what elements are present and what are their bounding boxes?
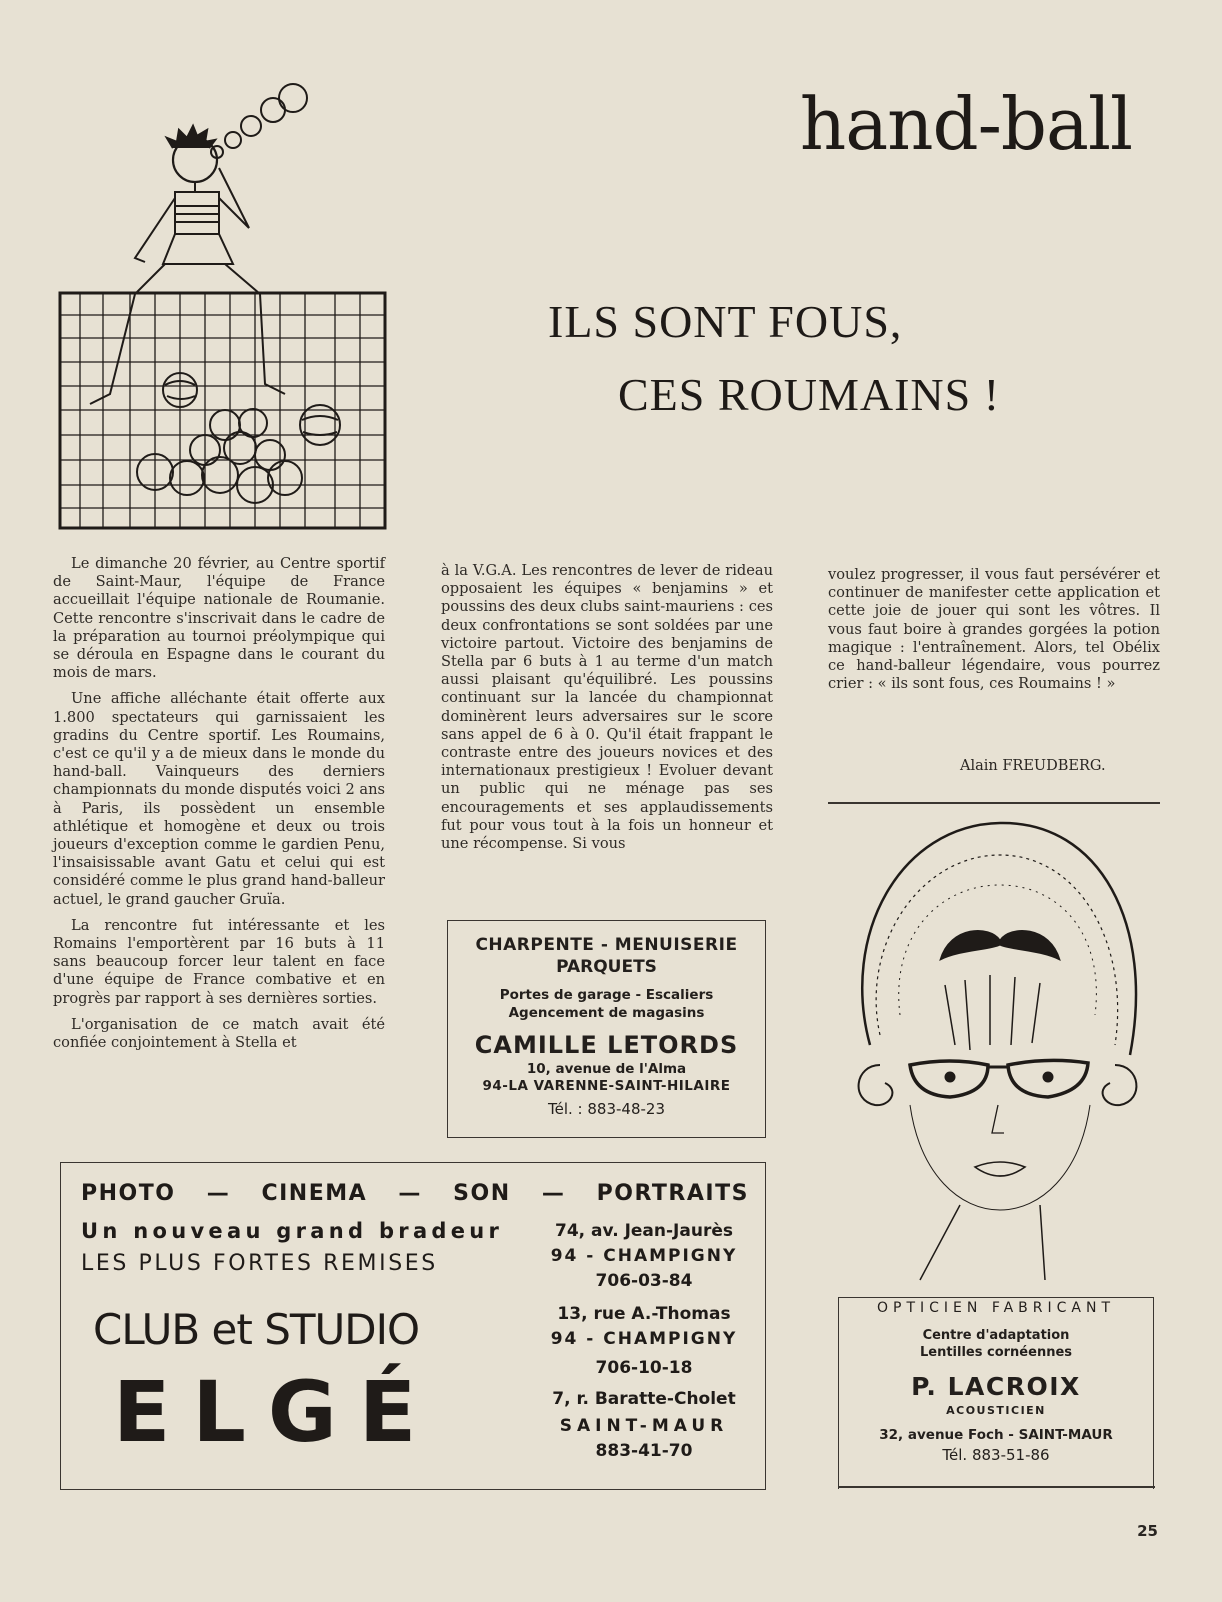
ad-elge-shop-phone: 883-41-70 [595,1441,693,1461]
ad-letords [447,920,766,1138]
ad-lacroix [838,1297,1154,1489]
ad-letords-name: CAMILLE LETORDS [474,1031,739,1059]
ad-letords-line1: CHARPENTE - MENUISERIE [475,935,738,955]
article-column-3 [828,566,1160,701]
article-byline: Alain FREUDBERG. [960,758,1106,774]
ad-elge-shop-city: 94 - CHAMPIGNY [550,1246,738,1266]
headline-line-2: CES ROUMAINS ! [618,369,1001,420]
ad-letords-address-2: 94-LA VARENNE-SAINT-HILAIRE [482,1078,731,1094]
ad-lacroix-address: 32, avenue Foch - SAINT-MAUR [879,1427,1113,1443]
ad-elge-service-photo: PHOTO [81,1181,176,1206]
ad-elge-services [81,1181,749,1206]
ad-elge-shop-city: 94 - CHAMPIGNY [550,1329,738,1349]
ad-elge-service-portraits: PORTRAITS [596,1181,749,1206]
woman-with-glasses-illustration [840,815,1150,1290]
handball-goal-illustration [55,80,395,535]
ad-elge-shop-street: 74, av. Jean-Jaurès [555,1221,733,1241]
ad-lacroix-subtitle: ACOUSTICIEN [946,1404,1046,1417]
ad-lacroix-phone: Tél. 883-51-86 [942,1446,1050,1464]
ad-elge-shops [539,1219,749,1464]
ad-elge-shop-city: SAINT-MAUR [559,1416,729,1436]
ad-elge-dash: — [541,1181,566,1206]
ad-letords-line2: PARQUETS [556,957,657,977]
section-title: hand-ball [799,82,1132,166]
ad-letords-address-1: 10, avenue de l'Alma [526,1061,687,1077]
ad-lacroix-bottom-rule [838,1486,1155,1488]
ad-lacroix-line2: Lentilles cornéennes [919,1345,1073,1360]
ad-elge-dash: — [398,1181,422,1206]
ad-elge-service-cinema: CINEMA [261,1181,368,1206]
column-divider [828,802,1160,804]
article-paragraph: Une affiche alléchante était offerte aux 1.800 spectateurs qui garnissaient les gradins du Centre sportif. Les Roumains, c'est ce qu'il y a de mieux dans le monde du hand-ball. Vainqueurs des derniers championnats du monde disputés voici 2 ans à Paris, ils possèdent un ensemble athlétique et homogène et deux ou trois joueurs d'exception comme le gardien Penu, l'insaisissable avant Gatu et celui qui est considéré comme le plus grand hand-balleur actuel, le grand gaucher Gruïa. [53,690,385,908]
ad-elge-shop-phone: 706-10-18 [595,1358,693,1378]
ad-lacroix-name: P. LACROIX [911,1372,1081,1401]
article-paragraph: L'organisation de ce match avait été confiée conjointement à Stella et [53,1015,385,1052]
ad-elge-tagline-1: Un nouveau grand bradeur [81,1219,504,1243]
ad-lacroix-line1: Centre d'adaptation [922,1328,1070,1343]
ad-elge-dash: — [206,1181,231,1206]
article-column-2 [441,562,773,861]
page-number: 25 [1137,1522,1158,1540]
article-column-1 [53,555,385,1060]
article-paragraph: à la V.G.A. Les rencontres de lever de rideau opposaient les équipes « benjamins » et poussins des deux clubs saint-mauriens : ces deux confrontations se sont soldées par une victoire partout. Victoire des benjamins de Stella par 6 buts à 1 au terme d'un match aussi plaisant qu'équilibré. Les poussins continuant sur la lancée du championnat dominèrent leurs adversaires sur le score sans appel de 6 à 0. Qu'il était frappant le contraste entre des joueurs novices et des internationaux prestigieux ! Evoluer devant un public qui ne ménage pas ses encouragements et ses applaudissements fut pour vous tout à la fois un honneur et une récompense. Si vous [441,562,773,853]
ad-lacroix-header: OPTICIEN FABRICANT [877,1300,1115,1316]
ad-elge-tagline-2: LES PLUS FORTES REMISES [81,1251,438,1276]
headline-line-1: ILS SONT FOUS, [548,296,903,347]
article-paragraph: La rencontre fut intéressante et les Romains l'emportèrent par 16 buts à 11 sans beaucoup forcer leur talent en face d'une équipe de France combative et en progrès par rapport à ses dernières sorties. [53,916,385,1007]
ad-letords-phone: Tél. : 883-48-23 [548,1100,665,1118]
ad-elge-shop-phone: 706-03-84 [595,1271,693,1291]
ad-elge-shop-street: 7, r. Baratte-Cholet [552,1389,736,1409]
ad-elge [60,1162,766,1490]
ad-letords-line4: Agencement de magasins [508,1005,705,1021]
ad-elge-brand: ELGÉ [113,1363,439,1461]
ad-elge-club: CLUB et STUDIO [93,1305,420,1354]
ad-elge-shop-street: 13, rue A.-Thomas [557,1304,731,1324]
ad-elge-service-son: SON [453,1181,511,1206]
article-paragraph: Le dimanche 20 février, au Centre sportif de Saint-Maur, l'équipe de France accueillait l'équipe nationale de Roumanie. Cette rencontre s'inscrivait dans le cadre de la préparation au tournoi préolympique qui se déroula en Espagne dans le courant du mois de mars. [53,555,385,682]
article-paragraph: voulez progresser, il vous faut persévérer et continuer de manifester cette application et cette joie de jouer qui sont les vôtres. Il vous faut boire à grandes gorgées la potion magique : l'entraînement. Alors, tel Obélix ce hand-balleur légendaire, vous pourrez crier : « ils sont fous, ces Roumains ! » [828,566,1160,693]
ad-letords-line3: Portes de garage - Escaliers [499,987,714,1003]
